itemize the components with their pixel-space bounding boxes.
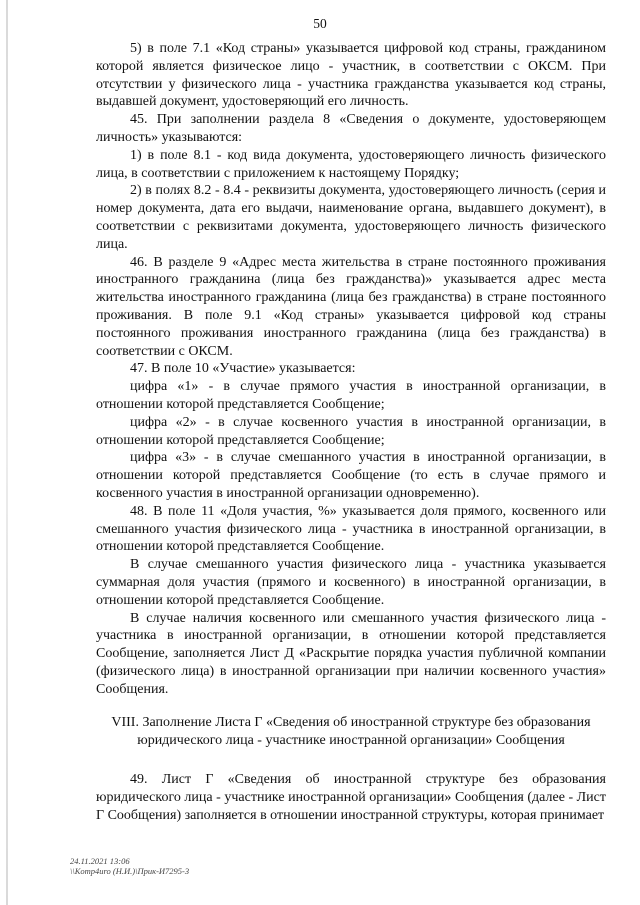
paragraph-49: 49. Лист Г «Сведения об иностранной структуре без образования юридического лица - участнике иностранной организации» Сообщения (далее - Лист Г Сообщения) заполняется в отношении иностранной структуры, которая принимает <box>96 772 606 823</box>
paragraph-47: 47. В поле 10 «Участие» указывается: <box>130 361 356 377</box>
paragraph-47-digit-3: цифра «3» - в случае смешанного участия в иностранной организации, в отношении которой представляется Сообщение (то есть в случае прямого и косвенного участия в иностранной организации одновременно). <box>96 450 606 501</box>
paragraph-44-item-5: 5) в поле 7.1 «Код страны» указывается цифровой код страны, гражданином которой является физическое лицо - участник, в соответствии с ОКСМ. При отсутствии у физического лица - участника гражданства указывается код страны, выдавшей документ, удостоверяющий его личность. <box>96 41 606 110</box>
paragraph-48: 48. В поле 11 «Доля участия, %» указывается доля прямого, косвенного или смешанного участия физического лица - участника в иностранной организации, в отношении которой представляется Сообщение. <box>96 503 606 555</box>
paragraph-48-mixed: В случае смешанного участия физического лица - участника указывается суммарная доля участия (прямого и косвенного) в иностранной организации, в отношении которой представляется Сообщение. <box>96 557 606 608</box>
document-body <box>96 40 606 824</box>
paragraph-47-digit-1: цифра «1» - в случае прямого участия в иностранной организации, в отношении которой представляется Сообщение; <box>96 379 606 412</box>
paragraph-45-item-2: 2) в полях 8.2 - 8.4 - реквизиты документа, удостоверяющего личность (серия и номер документа, дата его выдачи, наименование органа, выдавшего документ), в соответствии с реквизитами документа, удостоверяющего личность физического лица. <box>96 183 606 252</box>
footer-stamp <box>70 856 189 876</box>
paragraph-45-item-1: 1) в поле 8.1 - код вида документа, удостоверяющего личность физического лица, в соответствии с приложением к настоящему Порядку; <box>96 147 606 181</box>
paragraph-47-digit-2: цифра «2» - в случае косвенного участия в иностранной организации, в отношении которой представляется Сообщение; <box>96 414 606 448</box>
paragraph-45: 45. При заполнении раздела 8 «Сведения о документе, удостоверяющем личность» указываются: <box>96 112 606 145</box>
footer-file-reference: \\Komp4uro (Н.И.)\Прик-И7295-3 <box>70 866 190 876</box>
page-number: 50 <box>313 16 327 31</box>
paragraph-46: 46. В разделе 9 «Адрес места жительства в стране постоянного проживания иностранного гражданина (лица без гражданства)» указывается адрес места жительства иностранного гражданина (лица без гражданства) в стране постоянного проживания. В поле 9.1 «Код страны» указывается цифровой код страны постоянного проживания иностранного гражданина (лица без гражданства) в соответствии с ОКСМ. <box>96 254 606 359</box>
section-heading-viii: VIII. Заполнение Листа Г «Сведения об иностранной структуре без образования юридического лица - участнике иностранной организации» Сообщения <box>111 715 591 749</box>
paragraph-48-indirect: В случае наличия косвенного или смешанного участия физического лица - участника в иностранной организации, в отношении которой представляется Сообщение, заполняется Лист Д «Раскрытие порядка участия публичной компании (физического лица) в иностранной организации при наличии косвенного участия» Сообщения. <box>96 610 606 697</box>
footer-timestamp: 24.11.2021 13:06 <box>70 856 130 866</box>
